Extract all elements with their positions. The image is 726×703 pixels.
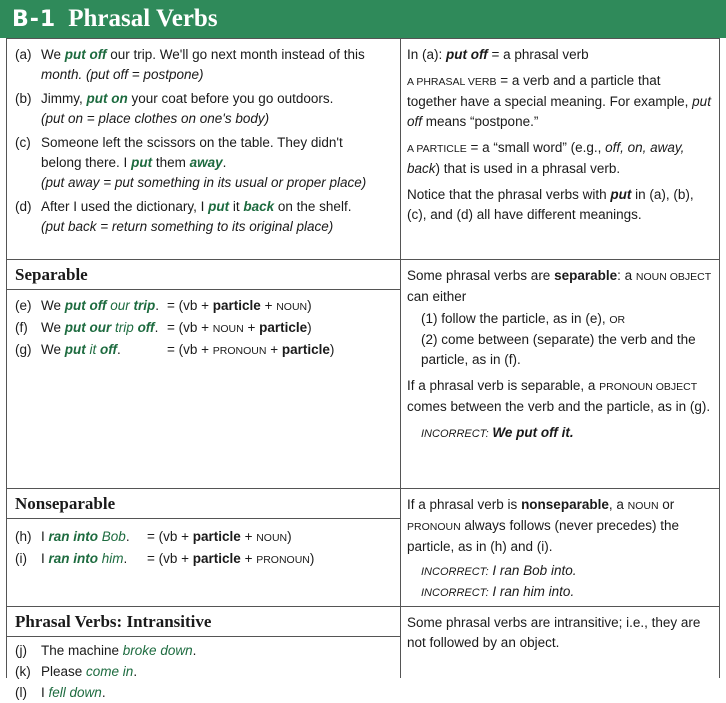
chart-code: B-1 xyxy=(12,6,57,32)
row-nonseparable xyxy=(7,488,719,606)
example-label: (f) xyxy=(15,320,28,335)
separable-examples xyxy=(7,290,400,361)
example-formula: = (vb + particle + PRONOUN) xyxy=(147,551,315,566)
row-intransitive xyxy=(7,606,719,700)
example-sentence: I ran into him. xyxy=(41,551,128,566)
example-d: (d) After I used the dictionary, I put it back on the shelf. (put back = return something to its original place) xyxy=(15,199,352,234)
example-formula: = (vb + particle + NOUN) xyxy=(167,298,312,313)
example-sentence: Please come in. xyxy=(41,664,138,679)
example-sentence: The machine broke down. xyxy=(41,643,197,658)
example-b: (b) Jimmy, put on your coat before you go outdoors. (put on = place clothes on one's body) xyxy=(15,91,334,126)
intransitive-explanation: Some phrasal verbs are intransitive; i.e., they are not followed by an object. xyxy=(407,615,701,650)
intransitive-left xyxy=(7,607,401,700)
nonseparable-examples xyxy=(7,519,400,570)
example-sentence: We put off our trip. xyxy=(41,298,160,313)
intransitive-example-row xyxy=(15,683,396,703)
examples-a-d xyxy=(7,39,401,259)
example-label: (l) xyxy=(15,685,27,700)
nonseparable-example-row xyxy=(15,549,396,570)
example-sentence: We put it off. xyxy=(41,342,121,357)
nonseparable-heading: Nonseparable xyxy=(7,489,400,519)
example-label: (g) xyxy=(15,342,32,357)
separable-explanation: Some phrasal verbs are separable: a NOUN OBJECT can either (1) follow the particle, as in (e), OR (2) come between (separate) the verb and the particle, as in (f). If a phrasal verb is separable, a PRONOUN OBJECT comes between the verb and the particle, as in (g). INCORRECT: We put off it. xyxy=(407,268,712,440)
nonseparable-example-row xyxy=(15,527,396,548)
example-label: (e) xyxy=(15,298,32,313)
chart-header xyxy=(0,0,726,38)
chart-title: Phrasal Verbs xyxy=(68,5,218,32)
separable-example-row xyxy=(15,318,396,339)
nonseparable-left xyxy=(7,489,401,606)
nonseparable-explanation: If a phrasal verb is nonseparable, a NOUN or PRONOUN always follows (never precedes) the particle, as in (h) and (i). INCORRECT: I ran Bob into. INCORRECT: I ran him into. xyxy=(407,497,680,599)
separable-example-row xyxy=(15,340,396,361)
separable-left xyxy=(7,260,401,488)
example-sentence: We put our trip off. xyxy=(41,320,159,335)
phrasal-verbs-table xyxy=(6,38,720,700)
example-formula: = (vb + PRONOUN + particle) xyxy=(167,342,335,357)
separable-heading: Separable xyxy=(7,260,400,290)
example-c: (c) Someone left the scissors on the table. They didn't belong there. I put them away. (put away = put something in its usual or proper place) xyxy=(15,135,367,190)
example-sentence: I fell down. xyxy=(41,685,106,700)
explanation-definitions: In (a): put off = a phrasal verb A PHRASAL VERB = a verb and a particle that together have a special meaning. For example, put off means “postpone.” A PARTICLE = a “small word” (e.g., off, on, away, back) that is used in a phrasal verb. Notice that the phrasal verbs with put in (a), (b), (c), and (d) all have different meanings. xyxy=(407,47,711,222)
intransitive-example-row xyxy=(15,662,396,682)
intransitive-heading: Phrasal Verbs: Intransitive xyxy=(7,607,400,637)
example-a: (a) We put off our trip. We'll go next month instead of this month. (put off = postpone) xyxy=(15,47,365,82)
example-formula: = (vb + particle + NOUN) xyxy=(147,529,292,544)
intransitive-example-row xyxy=(15,641,396,661)
row-definitions xyxy=(7,38,719,259)
intransitive-examples xyxy=(7,637,400,703)
row-separable xyxy=(7,259,719,488)
separable-example-row xyxy=(15,296,396,317)
example-label: (h) xyxy=(15,529,32,544)
example-formula: = (vb + NOUN + particle) xyxy=(167,320,312,335)
example-label: (i) xyxy=(15,551,27,566)
example-label: (j) xyxy=(15,643,27,658)
example-label: (k) xyxy=(15,664,31,679)
example-sentence: I ran into Bob. xyxy=(41,529,130,544)
